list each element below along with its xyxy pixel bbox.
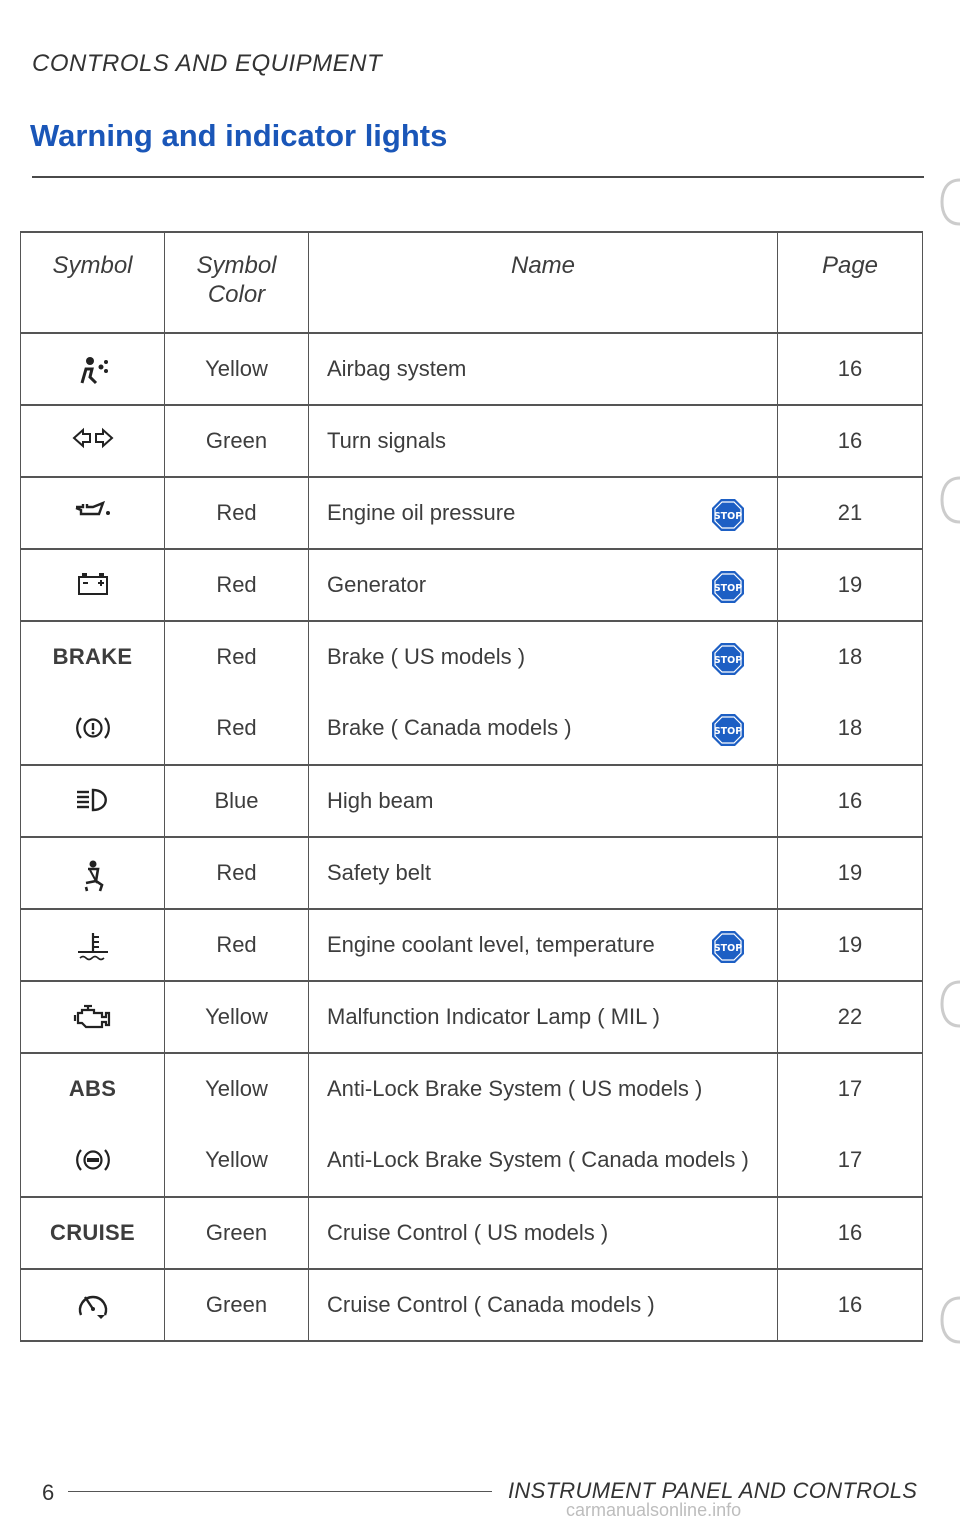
- warning-lights-table: [20, 231, 923, 1342]
- page-ref-cell: 16: [778, 405, 923, 477]
- light-name: Anti-Lock Brake System ( Canada models ): [327, 1147, 749, 1172]
- symbol-cell: [21, 1269, 165, 1341]
- symbol-cell: [21, 1125, 165, 1197]
- symbol-cell: [21, 909, 165, 981]
- light-name: High beam: [327, 788, 434, 813]
- light-name-cell: [309, 333, 778, 405]
- symbol-color-cell: Red: [165, 909, 309, 981]
- symbol-color-cell: Yellow: [165, 1125, 309, 1197]
- coolant-icon: [21, 931, 164, 963]
- light-name: Safety belt: [327, 860, 431, 885]
- table-row: [21, 1269, 923, 1341]
- page-number: 6: [42, 1480, 55, 1505]
- page-ref-cell: 17: [778, 1053, 923, 1125]
- symbol-cell: [21, 1053, 165, 1125]
- table-row: [21, 549, 923, 621]
- light-name-cell: [309, 1269, 778, 1341]
- section-label: CONTROLS AND EQUIPMENT: [32, 50, 383, 77]
- light-name-cell: [309, 405, 778, 477]
- turn-signal-icon: [21, 427, 164, 449]
- light-name: Brake ( Canada models ): [327, 715, 572, 740]
- page-ref-cell: 17: [778, 1125, 923, 1197]
- symbol-color-cell: Yellow: [165, 1053, 309, 1125]
- battery-icon: [21, 571, 164, 597]
- light-name: Generator: [327, 572, 427, 597]
- speedometer-icon: [21, 1291, 164, 1321]
- light-name: Turn signals: [327, 428, 447, 453]
- symbol-cell: [21, 765, 165, 837]
- binder-ring-icon: [938, 476, 960, 524]
- binder-ring-icon: [938, 178, 960, 226]
- symbol-text: BRAKE: [52, 644, 133, 669]
- table-row: [21, 405, 923, 477]
- page-ref-cell: 19: [778, 549, 923, 621]
- light-name: Malfunction Indicator Lamp ( MIL ): [327, 1004, 660, 1029]
- page-title: Warning and indicator lights: [30, 118, 448, 153]
- symbol-color-cell: Red: [165, 477, 309, 549]
- light-name-cell: [309, 621, 778, 693]
- light-name: Engine coolant level, temperature: [327, 932, 655, 957]
- light-name-cell: [309, 477, 778, 549]
- light-name-cell: [309, 549, 778, 621]
- symbol-color-cell: Red: [165, 549, 309, 621]
- symbol-text: CRUISE: [50, 1220, 135, 1245]
- stop-label: STOP: [713, 655, 743, 666]
- header-name: Name: [309, 232, 778, 333]
- stop-sign-icon: [711, 713, 745, 747]
- page-ref-cell: 18: [778, 693, 923, 765]
- binder-ring-icon: [938, 980, 960, 1028]
- symbol-cell: [21, 981, 165, 1053]
- page-ref-cell: 19: [778, 909, 923, 981]
- table-row: [21, 333, 923, 405]
- page-ref-cell: 16: [778, 765, 923, 837]
- symbol-cell: [21, 549, 165, 621]
- page-ref-cell: 16: [778, 1197, 923, 1269]
- symbol-cell: [21, 621, 165, 693]
- light-name: Cruise Control ( Canada models ): [327, 1292, 655, 1317]
- light-name-cell: [309, 981, 778, 1053]
- symbol-cell: [21, 405, 165, 477]
- symbol-color-cell: Red: [165, 837, 309, 909]
- table-row: [21, 981, 923, 1053]
- table-row: [21, 1053, 923, 1125]
- title-divider: [32, 176, 924, 178]
- header-symbol: Symbol: [21, 232, 165, 333]
- light-name-cell: [309, 693, 778, 765]
- symbol-color-cell: Yellow: [165, 333, 309, 405]
- light-name-cell: [309, 1125, 778, 1197]
- light-name: Airbag system: [327, 356, 467, 381]
- table-row: [21, 909, 923, 981]
- table-row: [21, 1125, 923, 1197]
- stop-sign-icon: [711, 498, 745, 532]
- light-name-cell: [309, 765, 778, 837]
- symbol-color-cell: Yellow: [165, 981, 309, 1053]
- symbol-cell: [21, 693, 165, 765]
- symbol-color-cell: Green: [165, 1197, 309, 1269]
- binder-ring-icon: [938, 1296, 960, 1344]
- symbol-color-cell: Red: [165, 693, 309, 765]
- light-name: Cruise Control ( US models ): [327, 1220, 609, 1245]
- stop-sign-icon: [711, 930, 745, 964]
- stop-label: STOP: [713, 726, 743, 737]
- high-beam-icon: [21, 787, 164, 813]
- light-name: Brake ( US models ): [327, 644, 526, 669]
- brake-circle-icon: [21, 714, 164, 742]
- page-ref-cell: 22: [778, 981, 923, 1053]
- light-name: Engine oil pressure: [327, 500, 516, 525]
- light-name: Anti-Lock Brake System ( US models ): [327, 1076, 703, 1101]
- oil-can-icon: [21, 499, 164, 521]
- page-ref-cell: 19: [778, 837, 923, 909]
- page-ref-cell: 18: [778, 621, 923, 693]
- light-name-cell: [309, 837, 778, 909]
- stop-label: STOP: [713, 943, 743, 954]
- symbol-cell: [21, 1197, 165, 1269]
- light-name-cell: [309, 1197, 778, 1269]
- page-ref-cell: 16: [778, 1269, 923, 1341]
- abs-circle-icon: [21, 1146, 164, 1174]
- symbol-cell: [21, 837, 165, 909]
- stop-label: STOP: [713, 583, 743, 594]
- table-row: [21, 837, 923, 909]
- symbol-color-cell: Green: [165, 1269, 309, 1341]
- symbol-cell: [21, 477, 165, 549]
- airbag-icon: [21, 355, 164, 385]
- chapter-title: INSTRUMENT PANEL AND CONTROLS: [508, 1478, 918, 1503]
- header-symbol-color-l1: Symbol: [196, 252, 277, 279]
- page-ref-cell: 16: [778, 333, 923, 405]
- seat-belt-icon: [21, 859, 164, 893]
- table-row: [21, 477, 923, 549]
- header-symbol-color: [165, 232, 309, 333]
- stop-sign-icon: [711, 642, 745, 676]
- table-row: [21, 1197, 923, 1269]
- header-page: Page: [778, 232, 923, 333]
- symbol-cell: [21, 333, 165, 405]
- footer-divider: [68, 1491, 492, 1492]
- symbol-color-cell: Blue: [165, 765, 309, 837]
- light-name-cell: [309, 909, 778, 981]
- stop-label: STOP: [713, 511, 743, 522]
- table-row: [21, 693, 923, 765]
- symbol-color-cell: Red: [165, 621, 309, 693]
- table-header-row: [21, 232, 923, 333]
- table-row: [21, 621, 923, 693]
- page-ref-cell: 21: [778, 477, 923, 549]
- stop-sign-icon: [711, 570, 745, 604]
- engine-icon: [21, 1003, 164, 1031]
- symbol-color-cell: Green: [165, 405, 309, 477]
- symbol-text: ABS: [68, 1076, 117, 1101]
- watermark: carmanualsonline.info: [566, 1500, 742, 1520]
- header-symbol-color-l2: Color: [207, 281, 266, 308]
- light-name-cell: [309, 1053, 778, 1125]
- table-row: [21, 765, 923, 837]
